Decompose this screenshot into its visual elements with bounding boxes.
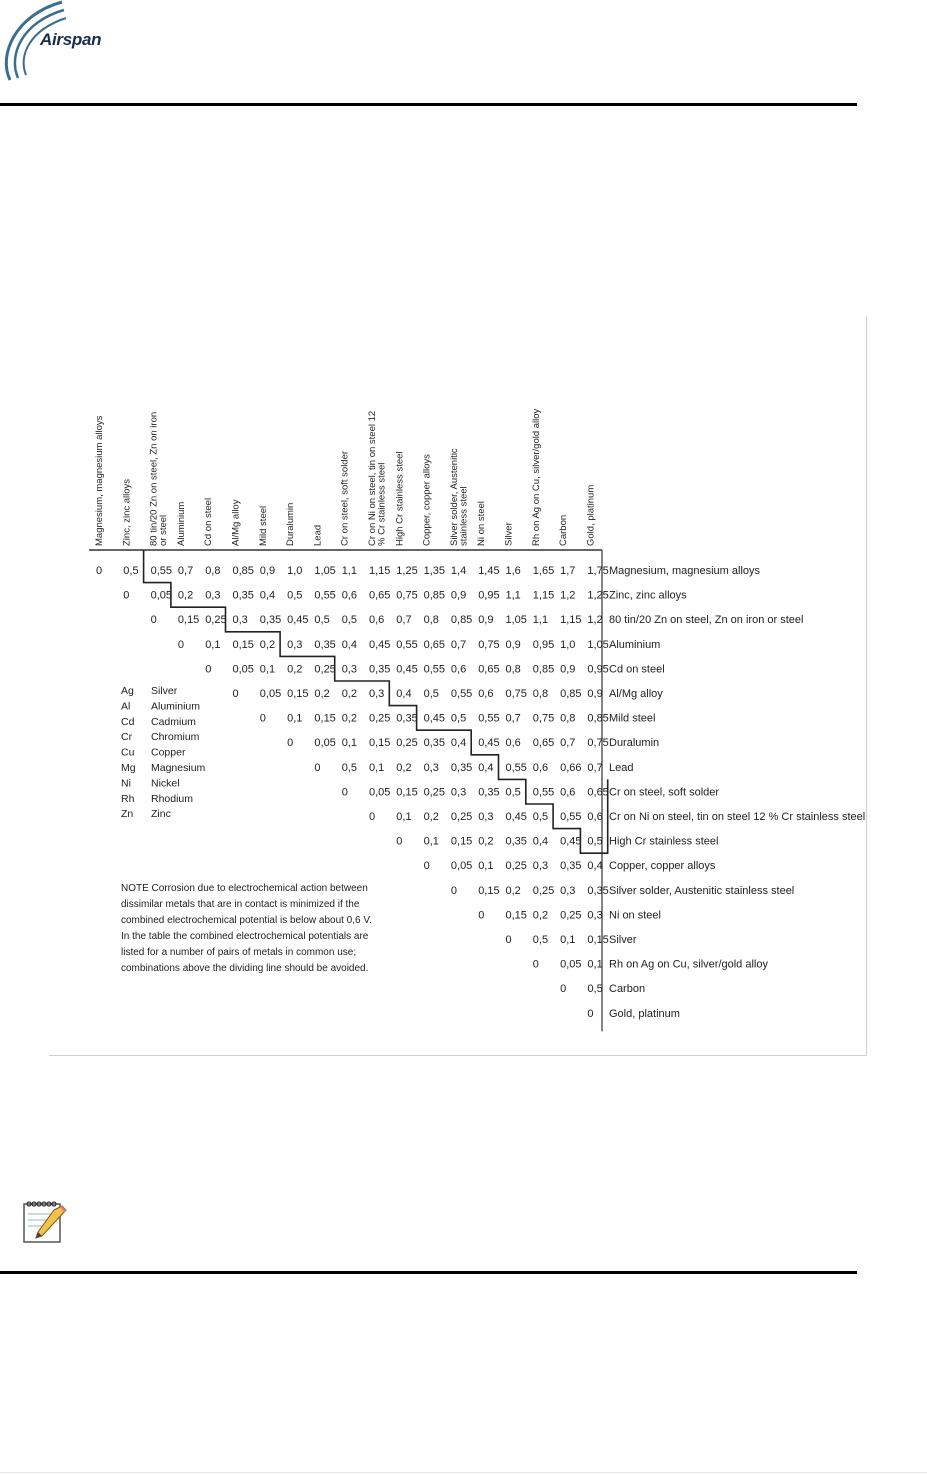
table-cell: 0,7 [396, 614, 412, 627]
legend-symbol: Al [121, 700, 131, 713]
table-cell: 0,85 [532, 663, 555, 676]
note-text-line: combinations above the dividing line should be avoided. [121, 963, 369, 974]
row-label: Aluminium [609, 638, 661, 651]
table-cell: 0,45 [478, 737, 500, 750]
table-cell: 0,5 [287, 589, 303, 602]
table-cell: 0,45 [505, 811, 527, 823]
table-cell: 0,45 [287, 614, 309, 627]
table-cell: 0,65 [423, 638, 446, 651]
column-header: % Cr stainless steel [376, 462, 388, 546]
table-cell: 0,3 [478, 811, 494, 823]
logo-text: Airspan [40, 30, 102, 49]
table-cell: 0,75 [532, 712, 555, 725]
table-cell: 1,25 [396, 565, 418, 577]
table-cell: 0,6 [478, 688, 494, 700]
note-text-line: combined electrochemical potential is below about 0,6 V. [121, 915, 372, 926]
table-cell: 0,05 [259, 688, 282, 700]
table-cell: 0,2 [396, 761, 412, 774]
table-cell: 0,35 [587, 884, 609, 897]
table-cell: 0,95 [478, 589, 500, 602]
table-cell: 0,85 [232, 565, 254, 577]
legend-name: Magnesium [151, 762, 206, 774]
table-cell: 0,4 [396, 688, 412, 700]
column-header: Magnesium, magnesium alloys [94, 415, 105, 546]
table-cell: 0,55 [478, 712, 500, 725]
table-cell: 1,4 [450, 565, 467, 577]
legend-symbol: Rh [121, 792, 135, 805]
legend-name: Cadmium [151, 715, 196, 728]
table-cell: 0,75 [587, 737, 609, 750]
column-header: or steel [158, 514, 170, 546]
table-cell: 0,35 [450, 761, 473, 774]
column-header: Al/Mg alloy [230, 499, 242, 546]
table-cell: 0,55 [423, 663, 446, 676]
table-cell: 0,55 [505, 761, 527, 774]
table-cell: 0,9 [587, 688, 603, 700]
table-cell: 0,75 [396, 589, 418, 602]
table-cell: 0,7 [450, 638, 467, 651]
table-cell: 0,2 [177, 589, 194, 602]
row-label: Carbon [609, 983, 646, 996]
table-cell: 0,25 [560, 909, 582, 922]
table-cell: 0,1 [560, 934, 576, 946]
legend-symbol: Cu [121, 746, 135, 759]
table-cell: 0,6 [532, 761, 549, 774]
table-cell: 0,5 [505, 786, 521, 799]
table-cell: 0 [560, 983, 567, 996]
legend-name: Silver [151, 685, 178, 697]
table-cell: 0,95 [532, 638, 555, 651]
table-cell: 0,2 [314, 688, 330, 700]
table-cell: 1,7 [560, 565, 576, 577]
legend-symbol: Ag [121, 685, 134, 697]
column-header: Silver solder, Austenitic [448, 448, 460, 546]
table-cell: 0,5 [423, 688, 439, 700]
column-header: Gold, platinum [585, 484, 597, 546]
table-cell: 0,9 [560, 663, 576, 676]
table-cell: 0,55 [396, 638, 418, 651]
table-cell: 0,45 [396, 663, 418, 676]
table-cell: 0,9 [259, 565, 276, 577]
table-cell: 0,35 [232, 589, 254, 602]
table-cell: 0,5 [450, 712, 467, 725]
table-cell: 0,6 [369, 614, 385, 627]
table-cell: 0,8 [205, 565, 221, 577]
table-cell: 0,65 [478, 663, 500, 676]
column-header: Copper, copper alloys [421, 454, 433, 546]
table-cell: 0,05 [560, 958, 582, 971]
table-cell: 0 [205, 663, 212, 676]
table-cell: 0,85 [587, 712, 609, 725]
table-cell: 0,6 [450, 663, 467, 676]
column-header: Cr on steel, soft solder [339, 450, 351, 546]
table-cell: 0 [259, 712, 266, 725]
row-label: Lead [609, 761, 634, 774]
table-cell: 0,15 [505, 909, 527, 922]
table-cell: 0,55 [150, 565, 173, 577]
column-header: stainless steel [458, 486, 470, 546]
table-cell: 0,35 [560, 860, 582, 873]
row-label: Mild steel [609, 712, 656, 725]
table-cell: 1,45 [478, 565, 500, 577]
table-cell: 0,15 [232, 638, 254, 651]
table-cell: 0,9 [478, 614, 494, 627]
table-cell: 0,65 [587, 786, 609, 799]
table-cell: 0 [314, 761, 321, 774]
row-label: Magnesium, magnesium alloys [609, 565, 761, 577]
column-header: Carbon [558, 514, 570, 546]
column-header: Zinc, zinc alloys [121, 478, 133, 546]
table-cell: 0,3 [341, 663, 357, 676]
column-header: Mild steel [257, 505, 269, 546]
table-cell: 1,1 [505, 589, 521, 602]
table-cell: 0,25 [314, 663, 336, 676]
table-cell: 1,35 [423, 565, 446, 577]
table-cell: 1,0 [287, 565, 303, 577]
table-cell: 0,15 [314, 712, 336, 725]
footer-divider [0, 1271, 857, 1274]
table-cell: 0,1 [423, 835, 439, 848]
airspan-logo [0, 0, 130, 85]
table-cell: 0,85 [423, 589, 446, 602]
table-cell: 0,35 [259, 614, 282, 627]
table-cell: 0,1 [341, 737, 357, 750]
table-cell: 0,85 [450, 614, 473, 627]
table-cell: 0,7 [505, 712, 521, 725]
table-cell: 0,35 [478, 786, 500, 799]
table-cell: 0,9 [450, 589, 467, 602]
table-cell: 0,3 [369, 688, 385, 700]
table-cell: 1,2 [587, 614, 603, 627]
table-cell: 0,15 [478, 884, 500, 897]
table-cell: 0,55 [314, 589, 336, 602]
column-header: High Cr stainless steel [394, 451, 406, 546]
table-cell: 1,05 [314, 565, 336, 577]
table-cell: 0,66 [560, 761, 582, 774]
row-label: Rh on Ag on Cu, silver/gold alloy [609, 958, 768, 971]
table-cell: 0,05 [150, 589, 173, 602]
column-header: Lead [312, 524, 324, 546]
table-cell: 0,85 [560, 688, 582, 700]
row-label: 80 tin/20 Zn on steel, Zn on iron or steel [609, 614, 804, 627]
table-cell: 0,2 [478, 835, 494, 848]
row-label: Cr on steel, soft solder [609, 786, 720, 799]
table-cell: 0 [150, 614, 157, 627]
row-label: Al/Mg alloy [609, 688, 663, 700]
table-cell: 0 [478, 909, 485, 922]
table-cell: 0,3 [205, 589, 221, 602]
table-cell: 0 [232, 688, 239, 700]
table-cell: 0,1 [369, 761, 385, 774]
table-cell: 0,6 [560, 786, 576, 799]
table-cell: 0,25 [423, 786, 446, 799]
table-cell: 0 [177, 638, 185, 651]
table-cell: 0,25 [205, 614, 227, 627]
table-cell: 0,5 [123, 565, 139, 577]
header-divider [0, 103, 857, 106]
table-cell: 0,65 [369, 589, 391, 602]
note-text-line: NOTE Corrosion due to electrochemical action between [121, 883, 368, 894]
table-cell: 0,15 [177, 614, 200, 627]
table-cell: 1,15 [369, 565, 391, 577]
page-bottom-line [0, 1472, 927, 1473]
table-cell: 0,8 [423, 614, 439, 627]
table-cell: 0,15 [587, 934, 609, 946]
table-cell: 0,35 [396, 712, 418, 725]
table-cell: 0,1 [287, 712, 303, 725]
note-text-line: listed for a number of pairs of metals in common use; [121, 947, 357, 958]
table-cell: 0 [341, 786, 348, 799]
table-cell: 0,05 [314, 737, 336, 750]
table-cell: 0,25 [505, 860, 527, 873]
corrosion-potential-table [49, 316, 866, 1055]
table-cell: 1,0 [560, 638, 576, 651]
table-cell: 0,5 [532, 811, 549, 823]
table-cell: 0,05 [450, 860, 473, 873]
column-header: Cr on Ni on steel, tin on steel 12 [367, 410, 378, 546]
legend-name: Chromium [151, 731, 200, 744]
table-cell: 0 [423, 860, 430, 873]
legend-symbol: Zn [121, 808, 134, 821]
table-cell: 0,25 [532, 884, 555, 897]
table-cell: 0,2 [341, 688, 357, 700]
table-cell: 0 [505, 934, 512, 946]
row-label: Duralumin [609, 737, 660, 750]
table-cell: 0,35 [314, 638, 336, 651]
table-cell: 0,2 [341, 712, 357, 725]
table-cell: 0,2 [287, 663, 303, 676]
table-cell: 0,2 [423, 811, 439, 823]
table-cell: 1,2 [560, 589, 576, 602]
table-cell: 0,4 [532, 835, 549, 848]
row-label: Zinc, zinc alloys [609, 589, 687, 602]
table-cell: 0,6 [587, 811, 603, 823]
table-cell: 0,35 [423, 737, 446, 750]
legend-name: Copper [151, 746, 186, 759]
table-cell: 0,3 [232, 614, 248, 627]
column-header: Ni on steel [476, 501, 488, 546]
legend-symbol: Cd [121, 715, 135, 728]
table-cell: 0,2 [532, 909, 549, 922]
table-cell: 0,15 [396, 786, 418, 799]
table-cell: 0,5 [587, 835, 603, 848]
table-cell: 0,55 [450, 688, 473, 700]
table-cell: 0,35 [505, 835, 527, 848]
galvanic-corrosion-table-figure [49, 316, 867, 1056]
table-cell: 1,1 [532, 614, 549, 627]
table-cell: 0,2 [505, 884, 521, 897]
table-cell: 0,25 [369, 712, 391, 725]
table-cell: 0,4 [587, 860, 603, 873]
table-cell: 0,5 [341, 761, 357, 774]
table-cell: 1,05 [505, 614, 527, 627]
table-cell: 0 [587, 1007, 594, 1020]
row-label: High Cr stainless steel [609, 835, 719, 848]
table-cell: 0 [450, 884, 458, 897]
column-header: Cd on steel [203, 497, 215, 546]
table-cell: 0,65 [532, 737, 555, 750]
table-cell: 0,05 [369, 786, 391, 799]
table-cell: 0,15 [287, 688, 309, 700]
table-cell: 0,3 [450, 786, 467, 799]
column-header: Rh on Ag on Cu, silver/gold alloy [530, 408, 542, 546]
column-header: Silver [503, 522, 515, 546]
column-header: Aluminium [175, 501, 187, 546]
table-cell: 0,2 [259, 638, 276, 651]
table-cell: 0,25 [450, 811, 473, 823]
row-label: Silver [609, 934, 637, 946]
note-text-line: In the table the combined electrochemical potentials are [121, 931, 369, 942]
note-text-line: dissimilar metals that are in contact is minimized if the [121, 899, 360, 910]
table-cell: 0,35 [369, 663, 391, 676]
table-cell: 1,65 [532, 565, 555, 577]
legend-name: Nickel [151, 777, 180, 790]
table-cell: 0,1 [478, 860, 494, 873]
table-cell: 0,15 [369, 737, 391, 750]
row-label: Cd on steel [609, 663, 665, 676]
table-cell: 0,8 [560, 712, 576, 725]
table-cell: 0,5 [532, 934, 549, 946]
table-cell: 0 [96, 565, 103, 577]
table-cell: 0,1 [259, 663, 276, 676]
row-label: Ni on steel [609, 909, 661, 922]
table-cell: 0,25 [396, 737, 418, 750]
table-cell: 0,7 [177, 565, 194, 577]
table-cell: 1,75 [587, 565, 609, 577]
table-cell: 0 [396, 835, 403, 848]
table-cell: 0,9 [505, 638, 521, 651]
table-cell: 0,5 [314, 614, 330, 627]
table-cell: 1,25 [587, 589, 609, 602]
column-header: 80 tin/20 Zn on steel, Zn on iron [148, 411, 160, 546]
table-cell: 0,4 [478, 761, 494, 774]
legend-symbol: Mg [121, 762, 136, 774]
table-cell: 1,15 [532, 589, 555, 602]
table-cell: 0,5 [587, 983, 603, 996]
table-cell: 0,1 [396, 811, 412, 823]
table-cell: 0 [369, 811, 376, 823]
row-label: Copper, copper alloys [609, 860, 716, 873]
table-cell: 1,6 [505, 565, 521, 577]
row-label: Cr on Ni on steel, tin on steel 12 % Cr stainless steel [609, 811, 866, 823]
table-cell: 0,95 [587, 663, 609, 676]
table-cell: 0,3 [287, 638, 303, 651]
table-cell: 0,45 [423, 712, 446, 725]
table-cell: 0,3 [532, 860, 549, 873]
column-header: Duralumin [285, 502, 297, 546]
table-cell: 0,55 [560, 811, 582, 823]
table-cell: 0 [123, 589, 130, 602]
table-cell: 1,05 [587, 638, 609, 651]
table-cell: 0,3 [560, 884, 576, 897]
legend-name: Zinc [151, 808, 171, 821]
notepad-pencil-icon [20, 1198, 70, 1246]
table-cell: 0,55 [532, 786, 555, 799]
table-cell: 0,4 [341, 638, 357, 651]
legend-symbol: Ni [121, 777, 131, 790]
table-cell: 0,3 [423, 761, 439, 774]
table-cell: 0,5 [341, 614, 357, 627]
table-cell: 0,6 [341, 589, 357, 602]
table-cell: 0,4 [259, 589, 276, 602]
table-cell: 0,3 [587, 909, 603, 922]
legend-name: Rhodium [151, 792, 194, 805]
table-cell: 0,8 [505, 663, 521, 676]
table-cell: 0,1 [205, 638, 221, 651]
table-cell: 0,15 [450, 835, 473, 848]
table-cell: 0,8 [532, 688, 549, 700]
table-cell: 0,7 [587, 761, 603, 774]
table-cell: 1,15 [560, 614, 582, 627]
table-cell: 0 [532, 958, 539, 971]
table-cell: 0,4 [450, 737, 467, 750]
table-cell: 0,75 [505, 688, 527, 700]
row-label: Silver solder, Austenitic stainless steel [609, 884, 795, 897]
row-label: Gold, platinum [609, 1007, 680, 1020]
table-cell: 0,45 [369, 638, 391, 651]
table-cell: 0,7 [560, 737, 576, 750]
table-cell: 0,05 [232, 663, 254, 676]
table-cell: 0,75 [478, 638, 500, 651]
table-cell: 1,1 [341, 565, 357, 577]
legend-name: Aluminium [151, 700, 201, 713]
table-cell: 0,45 [560, 835, 582, 848]
legend-symbol: Cr [121, 731, 133, 744]
table-cell: 0,6 [505, 737, 521, 750]
table-cell: 0 [287, 737, 294, 750]
table-cell: 0,1 [587, 958, 603, 971]
